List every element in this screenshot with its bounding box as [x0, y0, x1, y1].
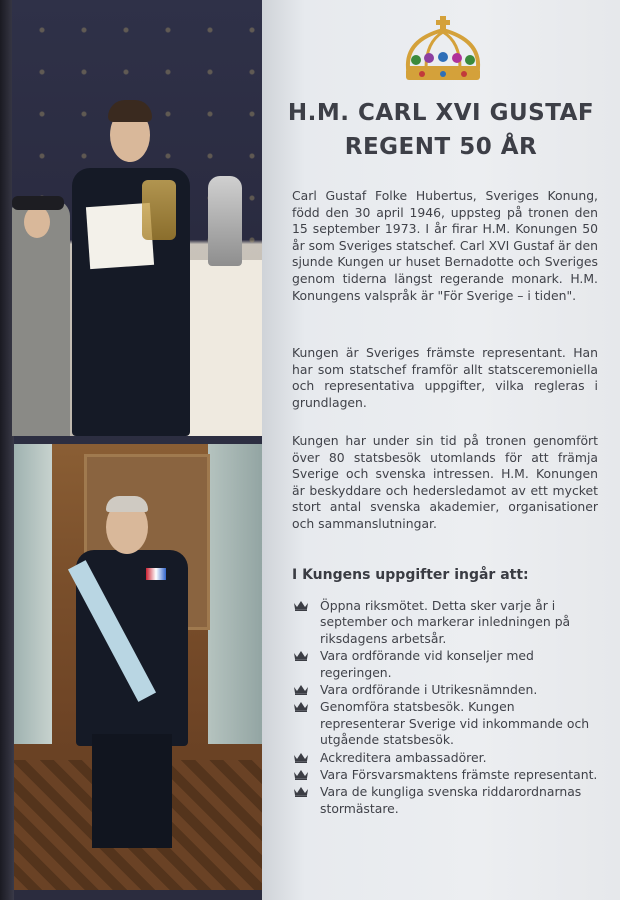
intro-paragraph: Carl Gustaf Folke Hubertus, Sveriges Konung, född den 30 april 1946, uppsteg på tronen den 15 september 1973. I år firar H.M. Konungen 50 år som Sveriges statschef. Carl XVI Gustaf är den sjunde Kungen ur huset Bernadotte och Sveriges genom tiderna längst regerande monark. H.M. Konungens valspråk är "För Sverige – i tiden".: [292, 188, 598, 303]
state-visits-paragraph: Kungen har under sin tid på tronen genomfört över 80 statsbesök utomlands för att främja Sverige och svenska intressen. H.M. Konungen är beskyddare och hedersledamot av ett mycket stort antal svenska akademier, organisationer och sammanslutningar.: [292, 433, 598, 531]
crown-bullet-icon: [294, 601, 308, 611]
photo-page: [0, 0, 262, 900]
photo-king-1973: [12, 0, 262, 436]
list-item: [292, 598, 602, 647]
wall-panel: [14, 444, 52, 744]
duty-text: Vara de kungliga svenska riddarordnarnas stormästare.: [320, 784, 582, 816]
crown-bullet-icon: [294, 685, 308, 695]
duty-text: Öppna riksmötet. Detta sker varje år i september och markerar inledningen på riksdagens arbetsår.: [320, 598, 571, 646]
crown-bullet-icon: [294, 753, 308, 763]
crown-bullet-icon: [294, 770, 308, 780]
crown-bullet-icon: [294, 651, 308, 661]
list-item: [292, 750, 602, 766]
royal-crown-icon: [402, 16, 484, 86]
title-line-1: H.M. CARL XVI GUSTAF: [287, 100, 595, 126]
list-item: [292, 784, 602, 817]
duty-text: Vara Försvarsmaktens främste representant.: [320, 767, 598, 783]
list-item: [292, 648, 602, 681]
duty-text: Vara ordförande vid konseljer med regeringen.: [320, 648, 534, 680]
wall-panel: [208, 444, 262, 744]
crown-bullet-icon: [294, 702, 308, 712]
duties-heading: I Kungens uppgifter ingår att:: [292, 567, 529, 583]
photo-king-portrait: [14, 444, 262, 890]
duty-text: Vara ordförande i Utrikesnämnden.: [320, 682, 538, 698]
page-title: [262, 96, 620, 164]
duty-text: Ackreditera ambassadörer.: [320, 749, 487, 765]
duties-list: [292, 598, 602, 818]
role-paragraph: Kungen är Sveriges främste representant. Han har som statschef framför allt statsceremoniella och representativa uppgifter, vilka regleras i grundlagen.: [292, 345, 598, 410]
crown-bullet-icon: [294, 787, 308, 797]
list-item: [292, 699, 602, 748]
duty-text: Genomföra statsbesök. Kungen representerar Sverige vid inkommande och utgående statsbesök.: [320, 699, 590, 748]
text-page: [262, 0, 620, 900]
list-item: [292, 682, 602, 698]
list-item: [292, 767, 602, 783]
title-line-2: REGENT 50 ÅR: [344, 134, 538, 160]
